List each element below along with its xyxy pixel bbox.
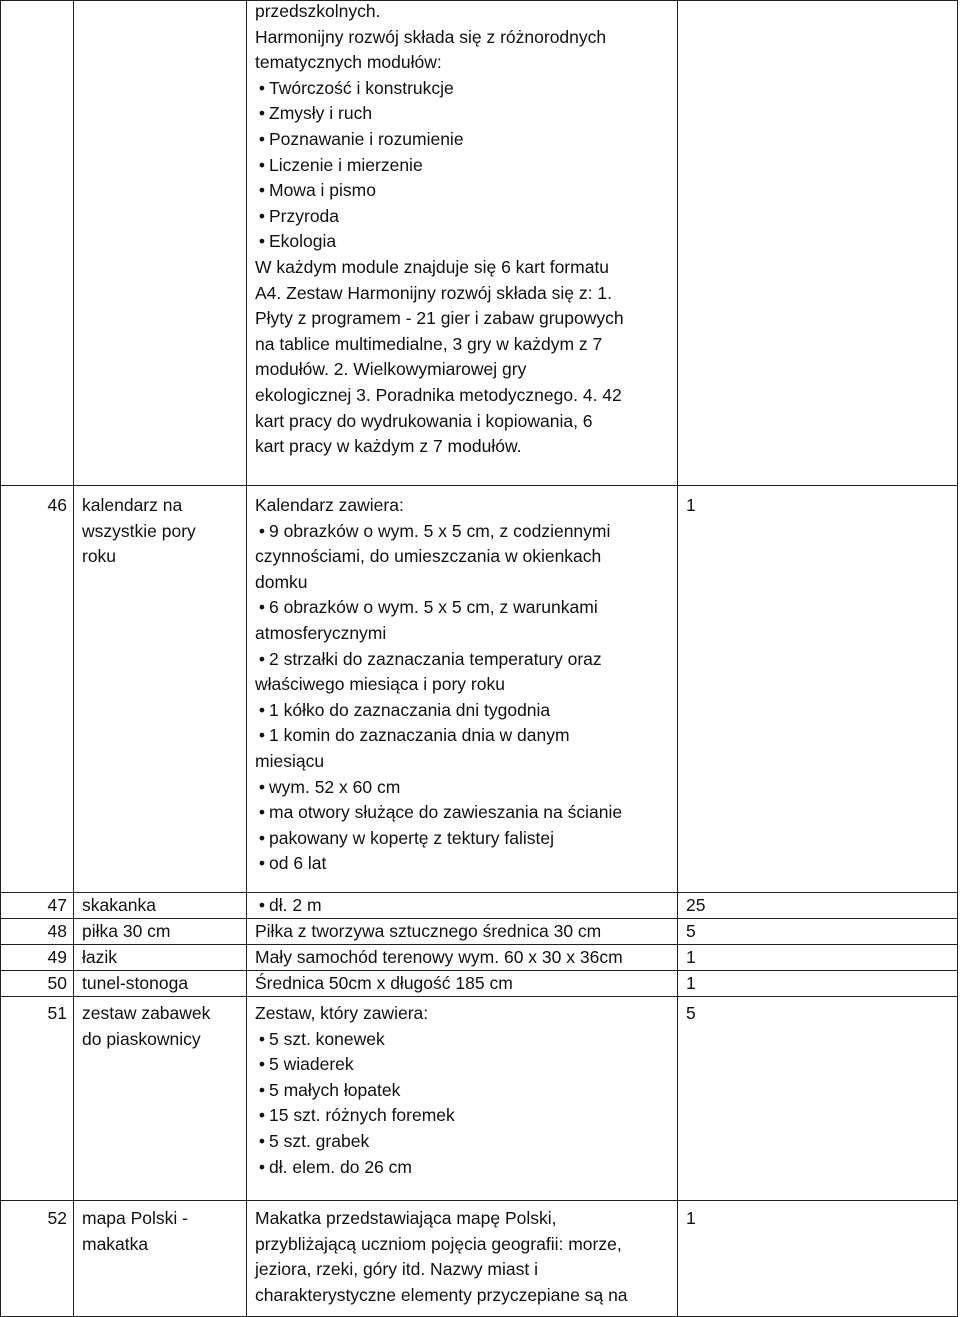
bullet-item: • dł. elem. do 26 cm [255, 1155, 671, 1181]
description-line: A4. Zestaw Harmonijny rozwój składa się z: 1. [255, 282, 612, 303]
table-row [1, 486, 958, 893]
description-line: ekologicznej 3. Poradnika metodycznego. 4. 42 [255, 384, 622, 405]
bullet-item: • 1 komin do zaznaczania dnia w danym [255, 723, 671, 749]
description-line: Płyty z programem - 21 gier i zabaw grupowych [255, 308, 624, 329]
description-line: Średnica 50cm x długość 185 cm [255, 973, 513, 993]
item-description [247, 919, 678, 945]
table-row [1, 997, 958, 1201]
description-line: W każdym module znajduje się 6 kart formatu [255, 256, 610, 277]
item-quantity: 1 [678, 1201, 958, 1317]
bullet-item: • Ekologia [255, 229, 671, 255]
bullet-item: • 15 szt. różnych foremek [255, 1103, 671, 1129]
description-line: Piłka z tworzywa sztucznego średnica 30 cm [255, 921, 602, 941]
item-quantity: 1 [678, 971, 958, 997]
item-description [247, 1, 678, 486]
description-line: Mały samochód terenowy wym. 60 x 30 x 36cm [255, 947, 623, 967]
item-name-line: kalendarz na [82, 495, 183, 515]
bullet-item: • pakowany w kopertę z tektury falistej [255, 826, 671, 852]
item-number: 50 [1, 971, 74, 997]
item-name-line: tunel-stonoga [82, 973, 189, 993]
bullet-item: • 5 wiaderek [255, 1052, 671, 1078]
item-description [247, 893, 678, 919]
item-number: 46 [1, 486, 74, 893]
description-line: Zestaw, który zawiera: [255, 1003, 429, 1023]
item-quantity: 25 [678, 893, 958, 919]
item-name-line: łazik [82, 947, 118, 967]
table-row [1, 1201, 958, 1317]
description-line: Harmonijny rozwój składa się z różnorodnych [255, 26, 607, 47]
bullet-item: • ma otwory służące do zawieszania na ścianie [255, 800, 671, 826]
item-quantity: 1 [678, 945, 958, 971]
description-line: kart pracy w każdym z 7 modułów. [255, 436, 522, 457]
bullet-item: • 5 małych łopatek [255, 1078, 671, 1104]
description-line: na tablice multimedialne, 3 gry w każdym z 7 [255, 333, 603, 354]
table-row [1, 971, 958, 997]
bullet-item: • Mowa i pismo [255, 178, 671, 204]
bullet-item: • 6 obrazków o wym. 5 x 5 cm, z warunkami [255, 595, 671, 621]
description-line: Kalendarz zawiera: [255, 495, 404, 515]
description-line: domku [255, 571, 308, 592]
description-line: czynnościami, do umieszczania w okienkach [255, 546, 602, 567]
item-quantity: 5 [678, 919, 958, 945]
item-number: 51 [1, 997, 74, 1201]
item-description [247, 945, 678, 971]
description-line: kart pracy do wydrukowania i kopiowania, 6 [255, 410, 593, 431]
item-number [1, 1, 74, 486]
description-line: jeziora, rzeki, góry itd. Nazwy miast i [255, 1259, 538, 1280]
description-line: charakterystyczne elementy przyczepiane są na [255, 1284, 628, 1305]
item-name [74, 1201, 247, 1317]
table-row [1, 945, 958, 971]
item-name-line: zestaw zabawek [82, 1003, 211, 1023]
item-description [247, 486, 678, 893]
bullet-item: • 1 kółko do zaznaczania dni tygodnia [255, 698, 671, 724]
description-line: właściwego miesiąca i pory roku [255, 674, 505, 695]
table-row [1, 1, 958, 486]
bullet-item: • od 6 lat [255, 851, 671, 877]
bullet-item: • 5 szt. grabek [255, 1129, 671, 1155]
item-name [74, 1, 247, 486]
bullet-item: • Liczenie i mierzenie [255, 153, 671, 179]
item-number: 52 [1, 1201, 74, 1317]
bullet-item: • Twórczość i konstrukcje [255, 76, 671, 102]
bullet-item: • Zmysły i ruch [255, 101, 671, 127]
item-name-line: makatka [82, 1233, 149, 1254]
item-name-line: wszystkie pory [82, 520, 196, 541]
item-name-line: mapa Polski - [82, 1208, 189, 1228]
table-row [1, 893, 958, 919]
item-description [247, 1201, 678, 1317]
item-name-line: piłka 30 cm [82, 921, 171, 941]
bullet-item: • 9 obrazków o wym. 5 x 5 cm, z codziennymi [255, 519, 671, 545]
item-number: 47 [1, 893, 74, 919]
item-quantity: 1 [678, 486, 958, 893]
item-description [247, 997, 678, 1201]
bullet-item: • Poznawanie i rozumienie [255, 127, 671, 153]
bullet-item: • dł. 2 m [255, 893, 671, 918]
item-quantity: 5 [678, 997, 958, 1201]
bullet-item: • 5 szt. konewek [255, 1027, 671, 1053]
item-name [74, 893, 247, 919]
item-name [74, 919, 247, 945]
item-number: 48 [1, 919, 74, 945]
description-line: przybliżającą uczniom pojęcia geografii: morze, [255, 1233, 622, 1254]
description-line: Makatka przedstawiająca mapę Polski, [255, 1208, 557, 1228]
item-name [74, 486, 247, 893]
description-line: tematycznych modułów: [255, 52, 442, 73]
description-line: modułów. 2. Wielkowymiarowej gry [255, 359, 527, 380]
item-name-line: roku [82, 546, 117, 567]
item-name-line: do piaskownicy [82, 1028, 201, 1049]
description-line: atmosferycznymi [255, 622, 387, 643]
item-name [74, 971, 247, 997]
item-number: 49 [1, 945, 74, 971]
bullet-item: • Przyroda [255, 204, 671, 230]
table-row [1, 919, 958, 945]
item-name [74, 997, 247, 1201]
bullet-item: • wym. 52 x 60 cm [255, 775, 671, 801]
item-name-line: skakanka [82, 895, 156, 915]
item-quantity [678, 1, 958, 486]
description-line: przedszkolnych. [255, 1, 381, 21]
bullet-item: • 2 strzałki do zaznaczania temperatury oraz [255, 647, 671, 673]
description-line: miesiącu [255, 750, 325, 771]
item-description [247, 971, 678, 997]
item-name [74, 945, 247, 971]
